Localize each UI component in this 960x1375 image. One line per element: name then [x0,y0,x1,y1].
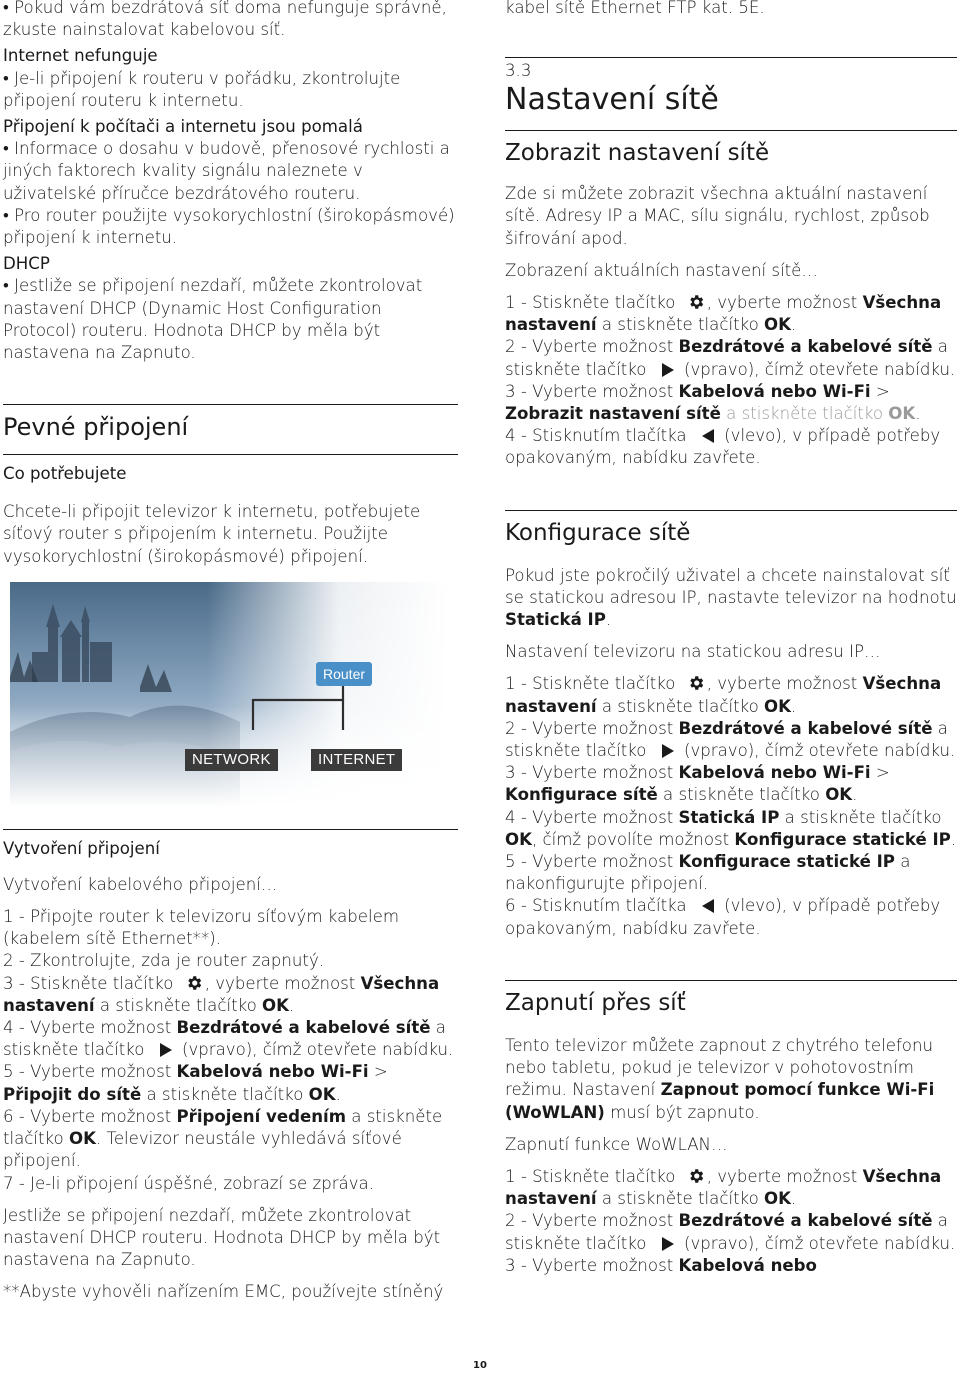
view-step-2-text-2: a stiskněte tlačítko [505,337,948,379]
chapter-divider [505,57,957,58]
wired-wireless-option: Bezdrátové a kabelové sítě [176,1018,431,1038]
config-step-2-text-2: a stiskněte tlačítko [505,718,948,761]
wake-step-1-text: 1 - Stiskněte tlačítko [505,1166,681,1186]
section-number: 3.3 [505,61,532,81]
wired-wireless-option: Bezdrátové a kabelové sítě [678,718,933,738]
view-step-2-text: 2 - Vyberte možnost [505,337,679,357]
config-step-6-text: 6 - Stisknutím tlačítka [505,896,692,916]
config-divider [505,510,957,511]
step-3-text-2: , vyberte možnost [204,973,361,993]
gear-icon [687,293,705,311]
wake-divider [505,980,957,981]
chapter-title: Nastavení sítě [505,82,719,118]
step-6 [3,1106,458,1173]
wake-paragraph [505,1035,957,1124]
view-heading: Zobrazit nastavení sítě [505,140,770,167]
ok-label: OK [262,995,289,1015]
static-ip-option: Statická IP [678,807,780,827]
view-step-4-text-2: (vlevo), v případě potřeby opakovaným, nabídku zavřete. [505,426,941,468]
config-step-6-text-2: (vlevo), v případě potřeby opakovaným, nabídku zavřete. [505,896,941,938]
need-paragraph: Chcete-li připojit televizor k internetu, potřebujete síťový router s připojením k internetu. Použijte vysokorychlostní (širokopásmové) připojení. [3,502,421,566]
gear-icon [687,1167,705,1185]
all-settings-option: Všechna nastavení [505,293,942,335]
separator: > [368,1062,388,1082]
step-4-text: 4 - Vyberte možnost [3,1018,177,1038]
view-step-2 [505,336,957,380]
internet-heading: Internet nefunguje [3,46,158,66]
dhcp-paragraph: • Jestliže se připojení nezdaří, můžete zkontrolovat nastavení DHCP (Dynamic Host Configuration Protocol) routeru. Hodnota DHCP by měla být nastavena na Zapnuto. [3,276,423,363]
internet-paragraph: • Je-li připojení k routeru v pořádku, zkontrolujte připojení routeru k internetu. [3,68,401,110]
view-step-3: 3 - Vyberte možnost Kabelová nebo Wi-Fi > Zobrazit nastavení sítě a stiskněte tlačítko OK. [505,381,921,424]
wired-wireless-option: Bezdrátové a kabelové sítě [678,1211,933,1231]
config-step-2-text-3: (vpravo), čímž otevřete nabídku. [678,741,956,761]
config-text: Pokud jste pokročilý uživatel a chcete nainstalovat síť se statickou adresou IP, nastavte televizor na hodnotu [505,565,957,607]
static-ip-option: Statická IP [505,610,606,630]
step-4-text-3: (vpravo), čímž otevřete nabídku. [176,1040,454,1060]
wake-text-end: musí být zapnuto. [604,1102,760,1122]
wake-step-1-text-2: , vyberte možnost [706,1166,863,1186]
network-config-option: Konfigurace sítě [505,785,658,805]
static-ip-config-option: Konfigurace statické IP [678,852,895,872]
view-intro: Zobrazení aktuálních nastavení sítě… [505,260,818,280]
network-illustration [10,582,448,807]
step-7: 7 - Je-li připojení úspěšné, zobrazí se zpráva. [3,1173,374,1193]
view-step-4-text: 4 - Stisknutím tlačítka [505,426,692,446]
create-divider [3,829,458,830]
ok-label: OK [68,1129,96,1149]
config-step-6 [505,895,957,939]
connect-option: Připojit do sítě [3,1084,142,1104]
separator: > [870,381,890,401]
arrow-left-icon [702,429,714,443]
step-3-text: 3 - Stiskněte tlačítko [3,973,179,993]
view-step-4 [505,425,957,469]
left-column [3,0,458,1304]
config-step-4-text: 4 - Vyberte možnost [505,807,679,827]
wowlan-option: Zapnout pomocí funkce Wi-Fi (WoWLAN) [505,1080,935,1122]
static-ip-config-option: Konfigurace statické IP [734,829,951,849]
all-settings-option: Všechna nastavení [505,1166,942,1209]
subsection-divider [3,454,458,455]
wired-wifi-option: Kabelová nebo Wi-Fi [176,1062,369,1082]
wake-heading: Zapnutí přes síť [505,989,686,1016]
slow-heading: Připojení k počítači a internetu jsou pomalá [3,117,363,137]
view-step-1: 1 - Stiskněte tlačítko , vyberte možnost Všechna nastavení a stiskněte tlačítko OK. [505,293,942,335]
ok-label: OK [764,696,791,716]
continued-paragraph: kabel sítě Ethernet FTP kat. 5E. [505,0,765,17]
ok-label: OK [764,315,791,335]
config-step-2 [505,718,957,762]
view-step-3-text-2: a stiskněte tlačítko [720,404,889,424]
all-settings-option: Všechna nastavení [505,674,942,716]
config-step-3-text-2: a stiskněte tlačítko [657,785,826,805]
wake-text: Tento televizor můžete zapnout z chytrého telefonu nebo tabletu, pokud je televizor v pohotovostním režimu. Nastavení [505,1035,933,1100]
wake-step-1-text-3: a stiskněte tlačítko [596,1189,765,1209]
view-settings-option: Zobrazit nastavení sítě [505,404,721,424]
network-label: NETWORK [185,749,278,771]
gear-icon [687,674,705,692]
config-intro: Nastavení televizoru na statickou adresu IP… [505,642,881,662]
wake-step-1: 1 - Stiskněte tlačítko , vyberte možnost Všechna nastavení a stiskněte tlačítko OK. [505,1166,942,1209]
fail-paragraph: Jestliže se připojení nezdaří, můžete zkontrolovat nastavení DHCP routeru. Hodnota DHCP by měla být nastavena na Zapnuto. [3,1205,441,1270]
config-step-1-text-2: , vyberte možnost [706,674,863,694]
ok-label: OK [308,1084,336,1104]
router-label: Router [316,662,372,686]
step-6-text: 6 - Vyberte možnost [3,1106,177,1126]
step-3-text-3: a stiskněte tlačítko [94,995,263,1015]
config-step-1: 1 - Stiskněte tlačítko , vyberte možnost Všechna nastavení a stiskněte tlačítko OK. [505,674,942,716]
internet-label: INTERNET [311,749,402,771]
wired-wireless-option: Bezdrátové a kabelové sítě [678,337,933,357]
view-divider [505,130,957,131]
arrow-right-icon [662,744,674,758]
config-step-5-text-2: a nakonfigurujte připojení. [505,852,911,894]
step-5-text-2: a stiskněte tlačítko [141,1084,309,1104]
view-step-1-text-2: , vyberte možnost [706,293,863,313]
step-4-text-2: a stiskněte tlačítko [3,1018,446,1060]
config-step-1-text: 1 - Stiskněte tlačítko [505,674,681,694]
step-2: 2 - Zkontrolujte, zda je router zapnutý. [3,951,325,971]
wake-step-3 [505,1255,957,1277]
section-divider [3,404,458,405]
arrow-right-icon [662,1237,674,1251]
step-6-text-3: . Televizor neustále vyhledává síťové připojení. [3,1129,402,1171]
troubleshoot-paragraph: • Pokud vám bezdrátová síť doma nefunguje správně, zkuste nainstalovat kabelovou síť. [3,0,447,40]
config-heading: Konfigurace sítě [505,519,691,546]
config-step-5 [505,851,957,895]
arrow-left-icon [702,899,714,913]
need-heading: Co potřebujete [3,464,127,484]
config-step-4-text-3: , čímž povolíte možnost [531,829,735,849]
all-settings-option: Všechna nastavení [3,973,440,1015]
create-heading: Vytvoření připojení [3,838,160,858]
wired-connection-option: Připojení vedením [176,1106,347,1126]
wake-step-3-text: 3 - Vyberte možnost [505,1255,679,1275]
wired-wifi-option: Kabelová nebo Wi-Fi [678,381,871,401]
view-step-1-text-3: a stiskněte tlačítko [596,315,765,335]
illustration-graphic [10,582,448,807]
config-step-5-text: 5 - Vyberte možnost [505,852,679,872]
section-title: Pevné připojení [3,413,189,442]
view-step-3-text: 3 - Vyberte možnost [505,381,679,401]
config-paragraph [505,565,957,632]
step-6-text-2: a stiskněte tlačítko [3,1106,443,1149]
config-step-4: 4 - Vyberte možnost Statická IP a stiskněte tlačítko OK, čímž povolíte možnost Konfigurace statické IP. [505,807,957,849]
arrow-right-icon [160,1043,172,1057]
gear-icon [185,974,203,992]
ok-label: OK [888,404,916,424]
config-step-2-text: 2 - Vyberte možnost [505,718,679,738]
ok-label: OK [505,829,532,849]
wake-step-2-text: 2 - Vyberte možnost [505,1211,679,1231]
create-intro: Vytvoření kabelového připojení… [3,874,278,894]
view-paragraph: Zde si můžete zobrazit všechna aktuální nastavení sítě. Adresy IP a MAC, sílu signálu, rychlost, způsob šifrování apod. [505,184,930,248]
page-number: 10 [473,1360,487,1371]
step-5-text: 5 - Vyberte možnost [3,1062,177,1082]
dhcp-heading: DHCP [3,254,50,274]
config-step-3: 3 - Vyberte možnost Kabelová nebo Wi-Fi > Konfigurace sítě a stiskněte tlačítko OK. [505,763,890,805]
step-5: 5 - Vyberte možnost Kabelová nebo Wi-Fi > Připojit do sítě a stiskněte tlačítko OK. [3,1062,388,1104]
wake-intro: Zapnutí funkce WoWLAN… [505,1134,728,1154]
range-paragraph: • Informace o dosahu v budově, přenosové rychlosti a jiných faktorech kvality signálu naleznete v uživatelské příručce bezdrátového routeru. [3,139,450,203]
separator: > [870,763,890,783]
config-step-4-text-2: a stiskněte tlačítko [779,807,942,827]
right-column [505,0,957,1277]
step-1: 1 - Připojte router k televizoru síťovým kabelem (kabelem sítě Ethernet**). [3,907,399,949]
ok-label: OK [764,1189,791,1209]
wired-wifi-option: Kabelová nebo [678,1255,817,1275]
view-step-2-text-3: (vpravo), čímž otevřete nabídku. [678,359,956,379]
step-3: 3 - Stiskněte tlačítko , vyberte možnost Všechna nastavení a stiskněte tlačítko OK. [3,973,440,1015]
arrow-right-icon [662,363,674,377]
step-4 [3,1017,458,1061]
wake-step-2-text-3: (vpravo), čímž otevřete nabídku. [678,1233,956,1253]
broadband-paragraph: • Pro router použijte vysokorychlostní (širokopásmové) připojení k internetu. [3,205,455,248]
wired-wifi-option: Kabelová nebo Wi-Fi [678,763,871,783]
ok-label: OK [825,785,853,805]
view-step-1-text: 1 - Stiskněte tlačítko [505,293,681,313]
emc-paragraph: **Abyste vyhověli nařízením EMC, používejte stíněný [3,1282,444,1302]
wake-step-2 [505,1210,957,1254]
wake-step-2-text-2: a stiskněte tlačítko [505,1211,948,1253]
config-step-3-text: 3 - Vyberte možnost [505,763,679,783]
config-text-end: . [605,610,612,630]
config-step-1-text-3: a stiskněte tlačítko [596,696,765,716]
